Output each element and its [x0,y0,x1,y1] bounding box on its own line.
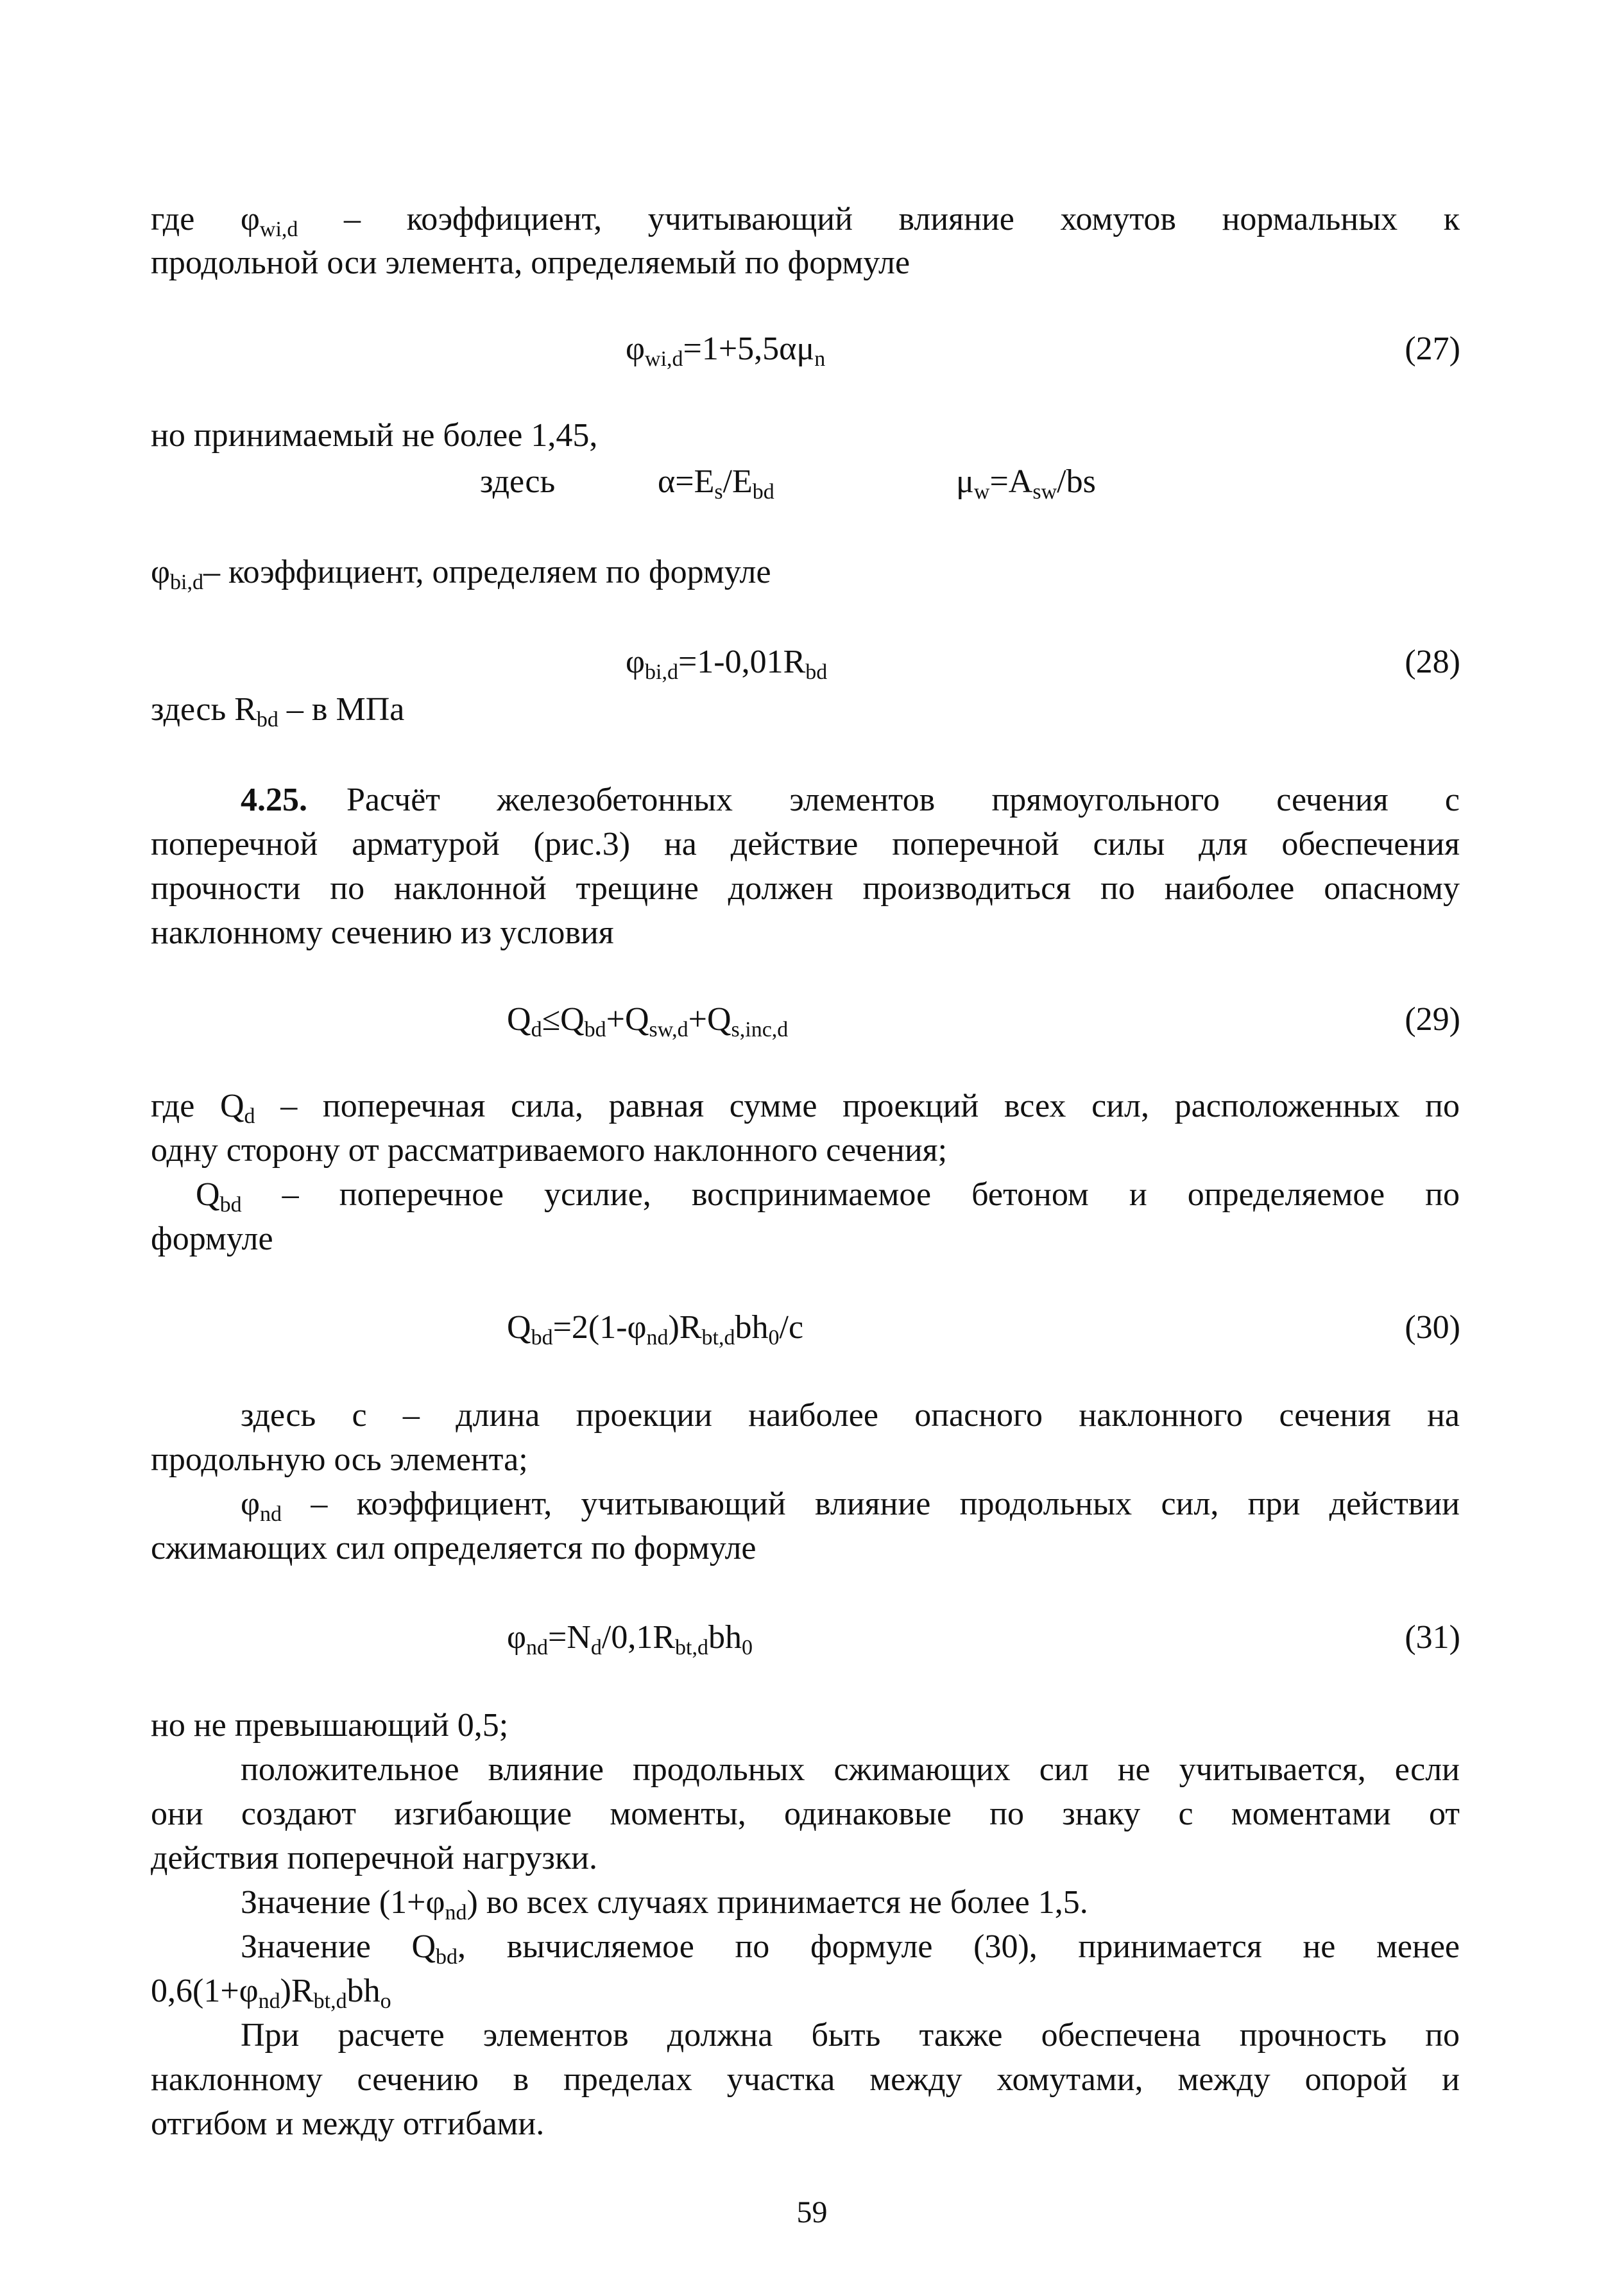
text-line: здесь [480,463,556,500]
text-line: где $Q_d$ – поперечная сила, равная сумме проекций всех сил, расположенных по [151,1088,1460,1128]
text-line: где $\varphi_{wi,d}$ – коэффициент, учитывающий влияние хомутов нормальных к [151,201,1460,241]
text-line: здесь $R_{bd}$ – в МПа [151,691,405,732]
text-line: формуле [151,1221,273,1257]
text-line: они создают изгибающие моменты, одинаковые по знаку с моментами от [151,1796,1460,1832]
section-number: 4.25. [241,782,307,818]
page-number: 59 [796,2195,828,2229]
text-line: но не превышающий 0,5; [151,1707,509,1744]
equation-number-29: (29) [1405,1001,1460,1038]
formula-mu: $\mu_w=A_{sw}/bs$ [956,463,1096,504]
text-line: положительное влияние продольных сжимающих сил не учитывается, если [241,1751,1460,1788]
text-line: действия поперечной нагрузки. [151,1840,597,1876]
formula-alpha: $\alpha=E_s/E_{bd}$ [658,463,774,504]
equation-number-27: (27) [1405,330,1460,367]
text-line: прочности по наклонной трещине должен производиться по наиболее опасному [151,870,1460,907]
text-line: продольную ось элемента; [151,1441,528,1478]
text-line: $0,6(1+\varphi_{nd})R_{bt,d}bh_o$ [151,1973,391,2013]
equation-number-28: (28) [1405,644,1460,680]
equation-number-30: (30) [1405,1309,1460,1346]
formula-28: $\varphi_{bi,d}=1-0,01R_{bd}$ [626,644,828,684]
text-line: При расчете элементов должна быть также обеспечена прочность по [241,2017,1460,2054]
formula-29: $Q_d\le Q_{bd}+Q_{sw,d}+Q_{s,inc,d}$ [507,1001,789,1042]
phi-symbol: $\varphi_{wi,d}$ [240,201,298,241]
formula-27: $\varphi_{wi,d}=1+5,5\alpha\mu_n$ [626,330,826,371]
text-line: $Q_{bd}$ – поперечное усилие, воспринимаемое бетоном и определяемое по [196,1176,1460,1217]
text-line: $\varphi_{nd}$ – коэффициент, учитывающий влияние продольных сил, при действии [241,1486,1460,1526]
text-line: одну сторону от рассматриваемого наклонного сечения; [151,1132,948,1169]
text-line: $\varphi_{bi,d}-$ коэффициент, определяем по формуле [151,554,771,594]
text-line: Значение $Q_{bd}$, вычисляемое по формуле (30), принимается не менее [241,1928,1460,1969]
text-line: продольной оси элемента, определяемый по формуле [151,244,910,281]
text-line: сжимающих сил определяется по формуле [151,1530,756,1566]
text-line: наклонному сечению из условия [151,914,614,951]
text-line: отгибом и между отгибами. [151,2106,545,2142]
formula-30: $Q_{bd}=2(1-\varphi_{nd})R_{bt,d}bh_0/c$ [507,1309,804,1350]
equation-number-31: (31) [1405,1619,1460,1656]
text-line: поперечной арматурой (рис.3) на действие поперечной силы для обеспечения [151,826,1460,862]
text-line: Расчёт железобетонных элементов прямоугольного сечения с [346,782,1460,818]
text-line: но принимаемый не более 1,45, [151,417,598,454]
text-line: здесь с – длина проекции наиболее опасного наклонного сечения на [241,1397,1460,1434]
text-line: наклонному сечению в пределах участка между хомутами, между опорой и [151,2061,1460,2098]
formula-31: $\varphi_{nd}=N_d/0,1R_{bt,d}bh_0$ [507,1619,753,1660]
text-line: Значение $(1+\varphi_{nd})$ во всех случаях принимается не более 1,5. [241,1884,1088,1925]
